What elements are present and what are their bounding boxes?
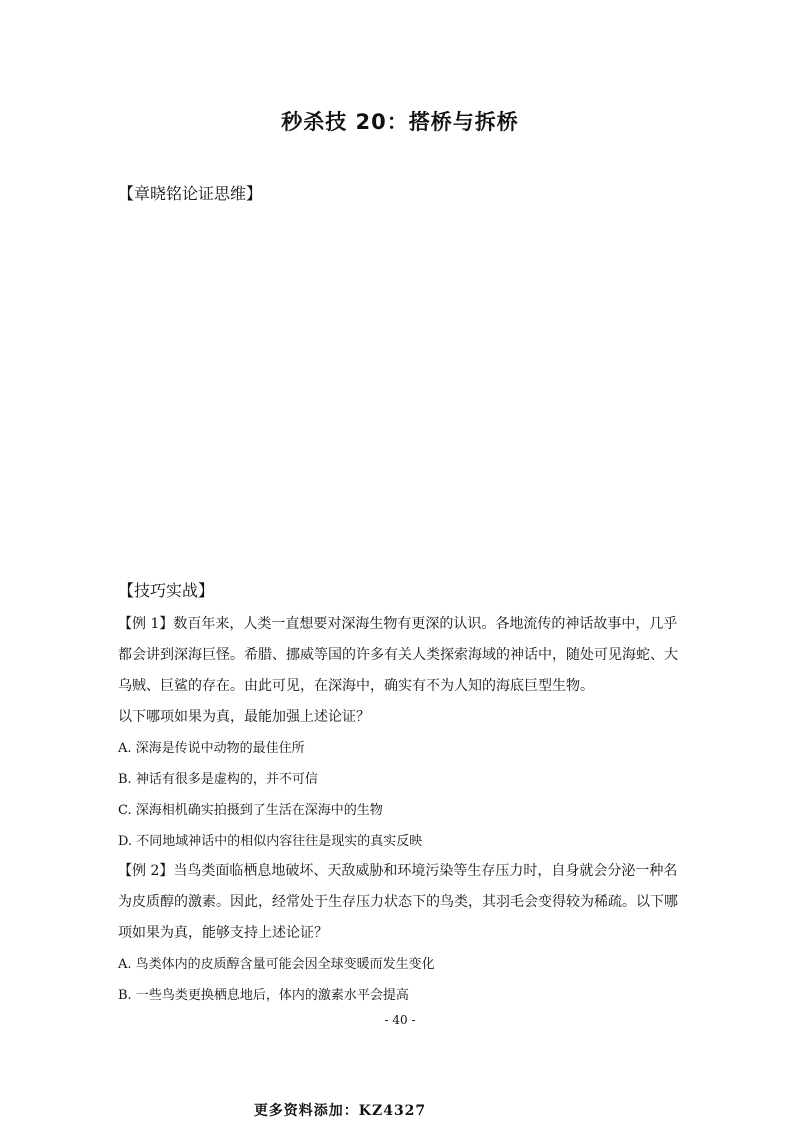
example-1-option-b: B. 神话有很多是虚构的，并不可信 [118,772,318,787]
page-number: - 40 - [384,1013,416,1027]
example-1-option-d: D. 不同地域神话中的相似内容往往是现实的真实反映 [118,834,423,849]
example-2 [118,856,700,1011]
example-2-option-b: B. 一些鸟类更换栖息地后，体内的激素水平会提高 [118,988,409,1003]
example-1-option-c: C. 深海相机确实拍摄到了生活在深海中的生物 [118,803,383,818]
example-2-line: 为皮质醇的激素。因此，经常处于生存压力状态下的鸟类，其羽毛会变得较为稀疏。以下哪 [118,894,678,910]
page-title: 秒杀技 20：搭桥与拆桥 [281,110,519,134]
footer-contact: 更多资料添加：KZ4327 [253,1103,427,1119]
example-2-option-a: A. 鸟类体内的皮质醇含量可能会因全球变暖而发生变化 [118,957,435,972]
example-2-line: 项如果为真，能够支持上述论证？ [118,925,328,941]
section-heading-practice: 【技巧实战】 [118,581,215,600]
example-1-prompt: 以下哪项如果为真，最能加强上述论证？ [118,709,370,725]
example-1 [118,609,700,857]
example-1-line: 乌贼、巨鲨的存在。由此可见，在深海中，确实有不为人知的海底巨型生物。 [118,678,594,694]
example-1-option-a: A. 深海是传说中动物的最佳住所 [118,741,305,756]
example-2-line: 【例 2】当鸟类面临栖息地破坏、天敌威胁和环境污染等生存压力时，自身就会分泌一种名 [118,863,678,879]
section-heading-thinking: 【章晓铭论证思维】 [118,184,263,203]
example-1-line: 都会讲到深海巨怪。希腊、挪威等国的许多有关人类探索海域的神话中，随处可见海蛇、大 [118,647,678,663]
example-1-line: 【例 1】数百年来，人类一直想要对深海生物有更深的认识。各地流传的神话故事中，几乎 [118,616,678,632]
